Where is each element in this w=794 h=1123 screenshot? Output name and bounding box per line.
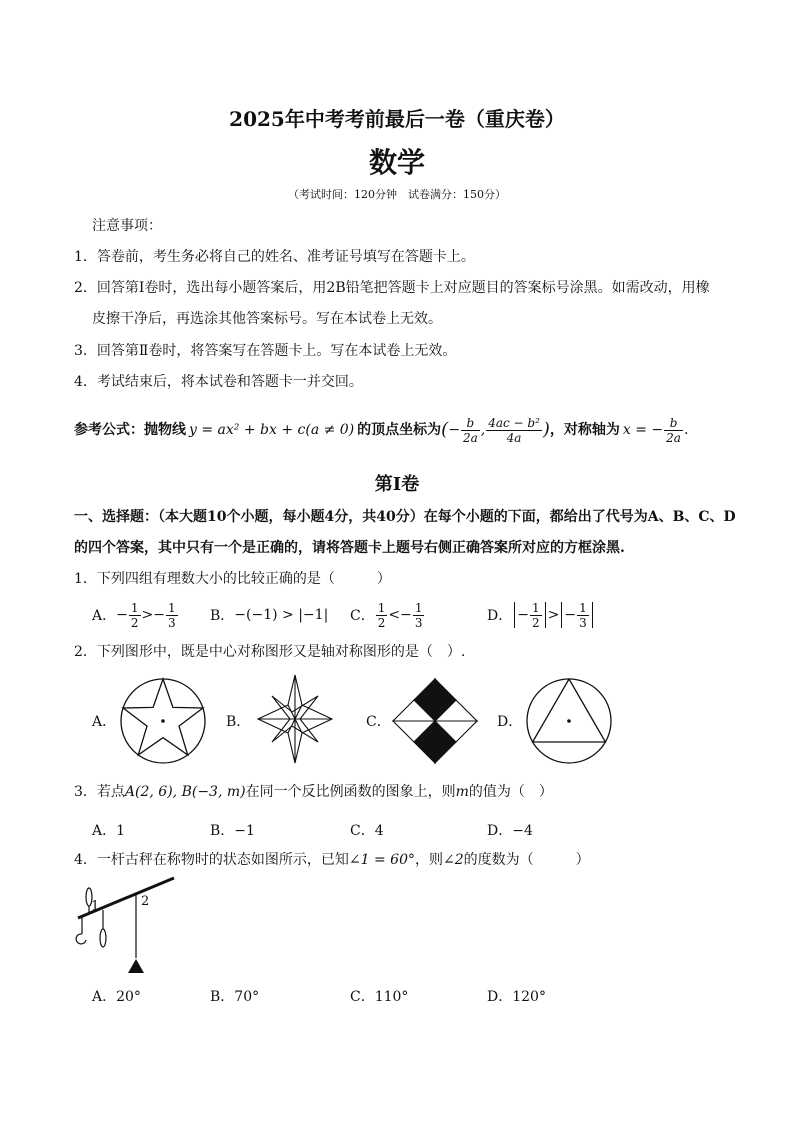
formula-label: 参考公式：抛物线: [74, 422, 186, 438]
q4-option-d: D．120°: [487, 989, 546, 1005]
q4-option-b: B．70°: [210, 989, 260, 1005]
instructions-line: 的四个答案，其中只有一个是正确的，请将答题卡上题号右侧正确答案所对应的方框涂黑.: [74, 540, 625, 556]
q1-option-a: A． − $\frac{1}{2}$ >− $\frac{1}{3}$: [92, 600, 176, 630]
q1-option-d: D． − $\frac{1}{2}$ > − $\frac{1}{3}$: [487, 598, 595, 632]
reference-formula: 参考公式：抛物线 y = ax² + bx + c(a ≠ 0) 的顶点坐标为 ( − $\frac{b}{2a}$ , $\frac{\text{4ac − b²}}{4a}$ ) ，对称轴为 x = − $\frac{b}{2a}$ .: [74, 415, 689, 445]
note-item: 3．回答第Ⅱ卷时，将答案写在答题卡上。写在本试卷上无效。: [74, 343, 457, 359]
note-item: 4．考试结束后，将本试卷和答题卡一并交回。: [74, 374, 363, 390]
q3-points: A(2, 6), B(−3, m): [124, 784, 246, 800]
question-2-stem: 2．下列图形中，既是中心对称图形又是轴对称图形的是（ ）.: [74, 644, 466, 660]
eight-point-star-figure: [250, 672, 340, 766]
star-in-circle-figure: [118, 676, 208, 766]
q3-option-b: B．−1: [210, 823, 255, 839]
vertex-text: 的顶点坐标为: [357, 422, 442, 438]
q4-option-a: A．20°: [92, 989, 141, 1005]
angle-1-label: 1: [91, 899, 100, 914]
note-item: 2．回答第Ⅰ卷时，选出每小题答案后，用2B铅笔把答题卡上对应题目的答案标号涂黑。如需改动，用橡: [74, 280, 710, 296]
triangle-in-circle-figure: [524, 676, 614, 766]
q1-option-c: C． $\frac{1}{2}$ <− $\frac{1}{3}$: [350, 600, 423, 630]
parabola-expression: y = ax² + bx + c(a ≠ 0): [189, 422, 355, 438]
vertex-y-fraction: $\frac{\text{4ac − b²}}{4a}$: [488, 415, 540, 445]
q1-option-b: B． −(−1) > |−1|: [210, 607, 329, 624]
angle-2-label: 2: [141, 894, 150, 909]
q2-label-b: B．: [226, 714, 251, 730]
vertex-x-fraction: $\frac{b}{2a}$: [462, 415, 478, 445]
q4-option-c: C．110°: [350, 989, 409, 1005]
q2-label-a: A．: [92, 714, 117, 730]
note-item: 皮擦干净后，再选涂其他答案标号。写在本试卷上无效。: [92, 311, 442, 327]
q2-label-c: C．: [366, 714, 391, 730]
axis-fraction: $\frac{b}{2a}$: [666, 415, 681, 445]
axis-text: ，对称轴为: [549, 422, 620, 438]
question-4-stem: 4．一杆古秤在称物时的状态如图所示，已知∠1 = 60°，则∠2的度数为（ ）: [74, 852, 590, 868]
notes-heading: 注意事项：: [92, 218, 162, 234]
q3-option-a: A．1: [92, 823, 126, 839]
note-item: 1．答卷前，考生务必将自己的姓名、准考证号填写在答题卡上。: [74, 249, 475, 265]
q3-option-c: C．4: [350, 823, 384, 839]
pinwheel-figure: [390, 676, 480, 766]
q3-option-d: D．−4: [487, 823, 533, 839]
subject-title: 数学: [368, 146, 425, 179]
question-1-stem: 1．下列四组有理数大小的比较正确的是（ ）: [74, 571, 391, 587]
steelyard-figure: [70, 872, 180, 978]
axis-expression: x = −: [622, 422, 664, 438]
exam-title: 2025年中考考前最后一卷（重庆卷）: [229, 107, 565, 131]
instructions-line: 一、选择题：（本大题10个小题，每小题4分，共40分）在每个小题的下面，都给出了代号为A、B、C、D: [74, 509, 736, 525]
question-3-stem: 3．若点A(2, 6), B(−3, m)在同一个反比例函数的图象上，则m的值为（ ）: [74, 784, 553, 800]
q2-label-d: D．: [497, 714, 523, 730]
exam-info: （考试时间：120分钟 试卷满分：150分）: [288, 188, 506, 201]
section-title: 第Ⅰ卷: [374, 474, 420, 495]
